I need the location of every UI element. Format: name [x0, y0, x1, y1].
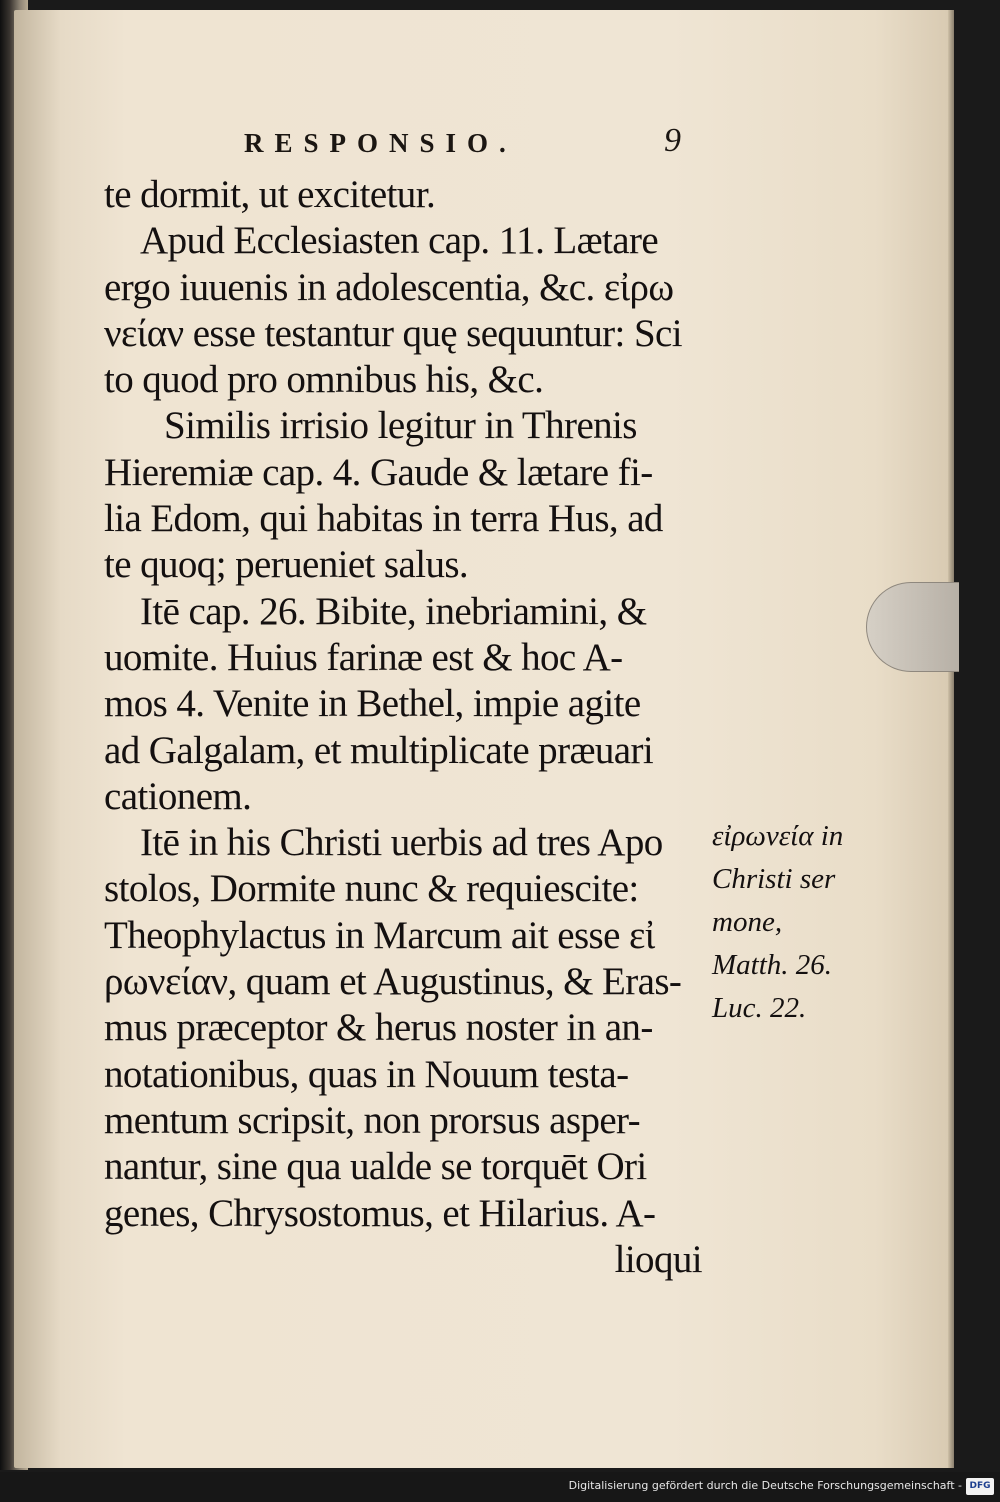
text-line: mus præceptor & herus noster in an-: [104, 1006, 653, 1050]
text-line: te quoq; perueniet salus.: [104, 543, 469, 587]
page-clip-tab: [866, 582, 959, 672]
text-line: ad Galgalam, et multiplicate præuari: [104, 728, 654, 772]
catchword: lioqui: [614, 1237, 702, 1281]
text-line: Itē in his Christi uerbis ad tres Apo: [140, 821, 663, 865]
margin-note-line: Christi ser: [712, 863, 836, 895]
footer-bar: [0, 1472, 1000, 1502]
text-line: ρωνείαν, quam et Augustinus, & Eras-: [104, 960, 682, 1004]
text-line: mos 4. Venite in Bethel, impie agite: [104, 682, 641, 726]
text-line: mentum scripsit, non prorsus asper-: [104, 1098, 641, 1142]
margin-note-line: mone,: [712, 906, 783, 938]
text-line: uomite. Huius farinæ est & hoc A-: [104, 635, 623, 679]
text-line: genes, Chrysostomus, et Hilarius. A-: [104, 1191, 656, 1235]
text-line: ergo iuuenis in adolescentia, &c. εἰρω: [104, 265, 674, 309]
margin-note-line: Matth. 26.: [712, 949, 833, 981]
text-line: Theophylactus in Marcum ait esse εἰ: [104, 913, 655, 957]
margin-note-line: Luc. 22.: [712, 992, 807, 1024]
text-line: te dormit, ut excitetur.: [104, 173, 436, 216]
text-line: Similis irrisio legitur in Threnis: [164, 404, 637, 448]
margin-note-line: εἰρωνεία in: [712, 820, 844, 852]
text-line: lia Edom, qui habitas in terra Hus, ad: [104, 497, 663, 541]
text-line: Hieremiæ cap. 4. Gaude & lætare fi-: [104, 450, 653, 494]
page-number: 9: [664, 122, 681, 159]
body-text: [104, 172, 706, 1283]
text-line: Itē cap. 26. Bibite, inebriamini, &: [140, 589, 647, 633]
footer-credit: Digitalisierung gefördert durch die Deutsche Forschungsgemeinschaft -: [568, 1479, 962, 1492]
marginal-notes: [712, 815, 892, 1030]
text-line: Apud Ecclesiasten cap. 11. Lætare: [140, 219, 659, 263]
text-line: to quod pro omnibus his, &c.: [104, 358, 544, 402]
text-line: νείαν esse testantur quę sequuntur: Sci: [104, 311, 682, 355]
text-line: notationibus, quas in Nouum testa-: [104, 1052, 629, 1096]
running-head: RESPONSIO.: [244, 128, 517, 158]
dfg-logo: DFG: [966, 1478, 994, 1495]
page-edge: [948, 10, 954, 1468]
text-line: cationem.: [104, 774, 252, 818]
text-line: stolos, Dormite nunc & requiescite:: [104, 867, 639, 911]
text-line: nantur, sine qua ualde se torquēt Ori: [104, 1145, 647, 1189]
